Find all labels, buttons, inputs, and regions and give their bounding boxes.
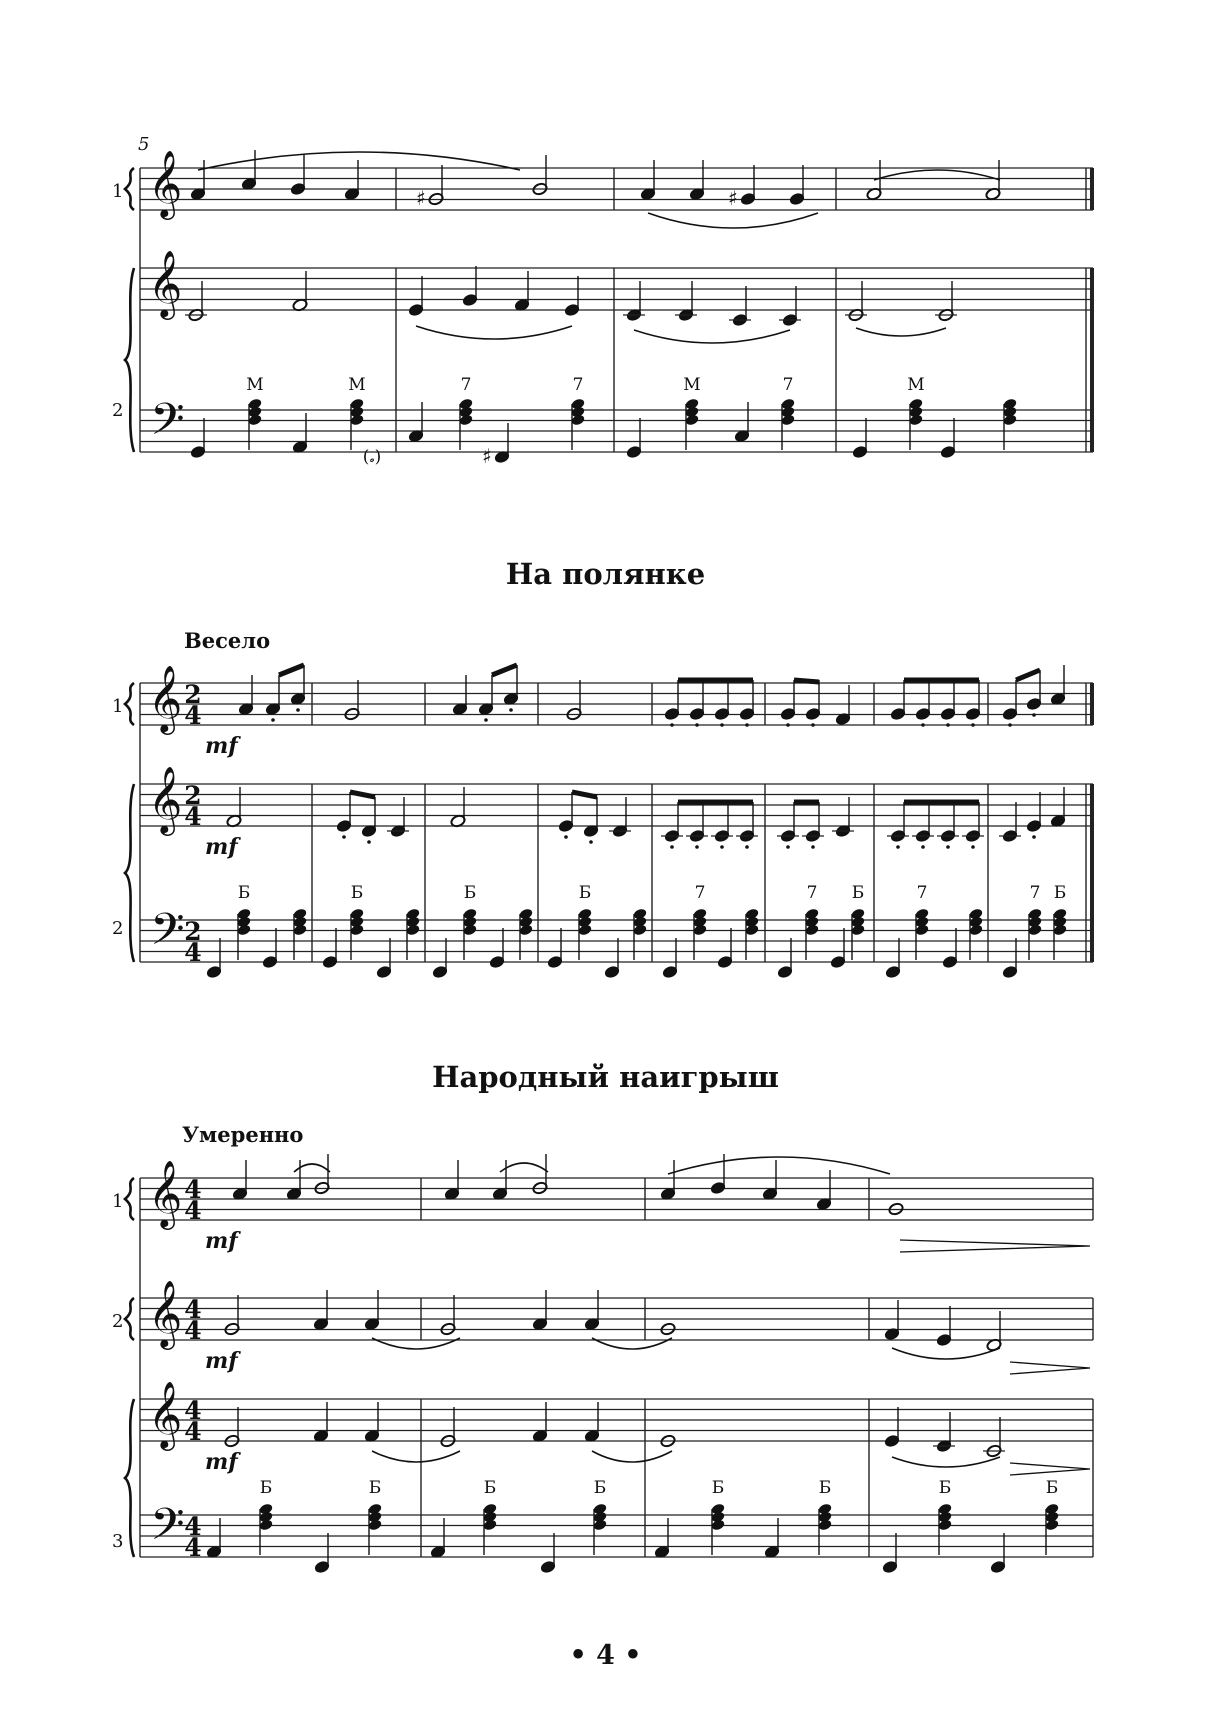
bass-clef-icon: 𝄢 — [150, 1498, 185, 1561]
chord-symbol: М — [348, 375, 366, 395]
time-signature-denominator: 4 — [184, 1417, 202, 1446]
staccato-dot — [670, 845, 674, 849]
tie — [856, 328, 946, 336]
piece-title-narodny-naigrysh: Народный наигрыш — [432, 1060, 779, 1094]
dynamic-marking: mf — [205, 1228, 238, 1254]
time-signature-numerator: 4 — [184, 1295, 202, 1324]
staff-brace — [125, 683, 134, 725]
staff-brace — [125, 1399, 134, 1557]
staff-number-label: 2 — [112, 918, 124, 939]
staccato-dot — [811, 723, 815, 727]
staff-brace — [125, 784, 134, 962]
staccato-dot — [921, 845, 925, 849]
note-beam — [794, 680, 819, 682]
dynamic-marking: mf — [205, 1348, 238, 1374]
chord-symbol: Б — [350, 883, 364, 903]
chord-symbol: Б — [483, 1478, 497, 1498]
chord-symbol: М — [907, 375, 925, 395]
note-beam — [492, 665, 517, 675]
staccato-dot — [720, 845, 724, 849]
note-beam — [350, 792, 375, 797]
decrescendo-hairpin — [900, 1240, 1090, 1252]
staff-number-label: 1 — [112, 696, 124, 717]
time-signature-numerator: 2 — [184, 917, 202, 946]
tempo-marking-umerenno: Умеренно — [182, 1122, 304, 1147]
time-signature-denominator: 4 — [184, 802, 202, 831]
chord-symbol: Б — [851, 883, 865, 903]
staccato-dot — [670, 723, 674, 727]
staccato-dot — [720, 723, 724, 727]
time-signature-denominator: 4 — [184, 938, 202, 967]
chord-symbol: М — [246, 375, 264, 395]
staccato-dot — [786, 723, 790, 727]
sharp-icon: ♯ — [416, 186, 426, 210]
phrase-slur — [648, 213, 818, 228]
treble-clef-icon: 𝄞 — [148, 1279, 183, 1347]
chord-symbol: Б — [237, 883, 251, 903]
tie — [592, 1451, 672, 1462]
note-beam — [279, 665, 304, 675]
staff-number-label: 1 — [112, 181, 124, 202]
staff-number-label: 1 — [112, 1191, 124, 1212]
chord-symbol: Б — [938, 1478, 952, 1498]
sharp-icon: ♯ — [728, 186, 738, 210]
phrase-slur — [634, 330, 790, 343]
treble-clef-icon: 𝄞 — [148, 249, 183, 317]
treble-clef-icon: 𝄞 — [148, 664, 183, 732]
treble-clef-icon: 𝄞 — [148, 149, 183, 217]
treble-clef-icon: 𝄞 — [148, 1380, 183, 1448]
final-barline-thick — [1090, 784, 1094, 962]
chord-symbol: 7 — [1029, 883, 1041, 903]
phrase-slur — [892, 1348, 1000, 1359]
staff-brace — [125, 1298, 134, 1340]
chord-symbol: 7 — [694, 883, 706, 903]
chord-symbol: Б — [1053, 883, 1067, 903]
staccato-dot — [946, 723, 950, 727]
staccato-dot — [745, 723, 749, 727]
chord-symbol: 7 — [572, 375, 584, 395]
staccato-dot — [509, 708, 513, 712]
staccato-dot — [745, 845, 749, 849]
staff-brace — [125, 268, 134, 452]
dynamic-marking: mf — [205, 733, 238, 759]
chord-symbol: Б — [593, 1478, 607, 1498]
page-number: • 4 • — [569, 1640, 642, 1671]
staccato-dot — [946, 845, 950, 849]
chord-symbol: Б — [818, 1478, 832, 1498]
decrescendo-hairpin — [1010, 1362, 1090, 1374]
staff-number-label: 2 — [112, 400, 124, 421]
chord-symbol: 7 — [782, 375, 794, 395]
treble-clef-icon: 𝄞 — [148, 765, 183, 833]
dynamic-marking: mf — [205, 834, 238, 860]
staff-number-label: 3 — [112, 1531, 124, 1552]
staccato-dot — [786, 845, 790, 849]
chord-symbol: Б — [368, 1478, 382, 1498]
time-signature-denominator: 4 — [184, 1533, 202, 1562]
staccato-dot — [367, 840, 371, 844]
time-signature-numerator: 2 — [184, 781, 202, 810]
final-barline-thick — [1090, 168, 1094, 210]
staccato-dot — [1032, 835, 1036, 839]
bass-clef-icon: 𝄢 — [150, 393, 185, 456]
staccato-dot — [971, 723, 975, 727]
bass-clef-icon: 𝄢 — [150, 903, 185, 966]
chord-symbol: 7 — [460, 375, 472, 395]
decrescendo-hairpin — [1010, 1463, 1090, 1475]
piece-title-na-polyanke: На полянке — [505, 557, 706, 591]
treble-clef-icon: 𝄞 — [148, 1159, 183, 1227]
staccato-dot — [589, 840, 593, 844]
staccato-dot — [271, 718, 275, 722]
time-signature-denominator: 4 — [184, 701, 202, 730]
staccato-dot — [921, 723, 925, 727]
staccato-dot — [296, 708, 300, 712]
time-signature-numerator: 2 — [184, 680, 202, 709]
chord-symbol: 7 — [806, 883, 818, 903]
chord-symbol: 7 — [916, 883, 928, 903]
staccato-dot — [342, 835, 346, 839]
staccato-dot — [1032, 713, 1036, 717]
time-signature-numerator: 4 — [184, 1396, 202, 1425]
time-signature-denominator: 4 — [184, 1196, 202, 1225]
tempo-marking-veselo: Весело — [184, 628, 271, 653]
chord-symbol: Б — [259, 1478, 273, 1498]
staff-number-label: 2 — [112, 1311, 124, 1332]
staccato-dot — [811, 845, 815, 849]
chord-symbol: М — [683, 375, 701, 395]
final-barline-thick — [1090, 268, 1094, 452]
chord-symbol: Б — [711, 1478, 725, 1498]
measure-number: 5 — [138, 134, 150, 155]
staccato-dot — [971, 845, 975, 849]
tie — [372, 1451, 460, 1462]
time-signature-numerator: 4 — [184, 1175, 202, 1204]
staccato-dot — [484, 718, 488, 722]
final-barline-thick — [1090, 683, 1094, 725]
staccato-dot — [564, 835, 568, 839]
chord-symbol: Б — [578, 883, 592, 903]
optional-note-mark: (𝅗) — [362, 447, 382, 467]
slur — [500, 1163, 548, 1172]
staccato-dot — [896, 845, 900, 849]
staccato-dot — [695, 723, 699, 727]
time-signature-numerator: 4 — [184, 1512, 202, 1541]
phrase-slur — [668, 1157, 890, 1174]
staccato-dot — [695, 845, 699, 849]
phrase-slur — [198, 152, 520, 170]
dynamic-marking: mf — [205, 1449, 238, 1475]
phrase-slur — [416, 326, 572, 339]
time-signature-denominator: 4 — [184, 1316, 202, 1345]
chord-symbol: Б — [463, 883, 477, 903]
sharp-icon: ♯ — [482, 444, 492, 468]
phrase-slur — [892, 1457, 1000, 1467]
staff-brace — [125, 1178, 134, 1220]
staccato-dot — [1008, 723, 1012, 727]
staff-brace — [125, 168, 134, 210]
chord-symbol: Б — [1045, 1478, 1059, 1498]
note-beam — [572, 792, 597, 797]
note-beam — [1016, 670, 1040, 680]
